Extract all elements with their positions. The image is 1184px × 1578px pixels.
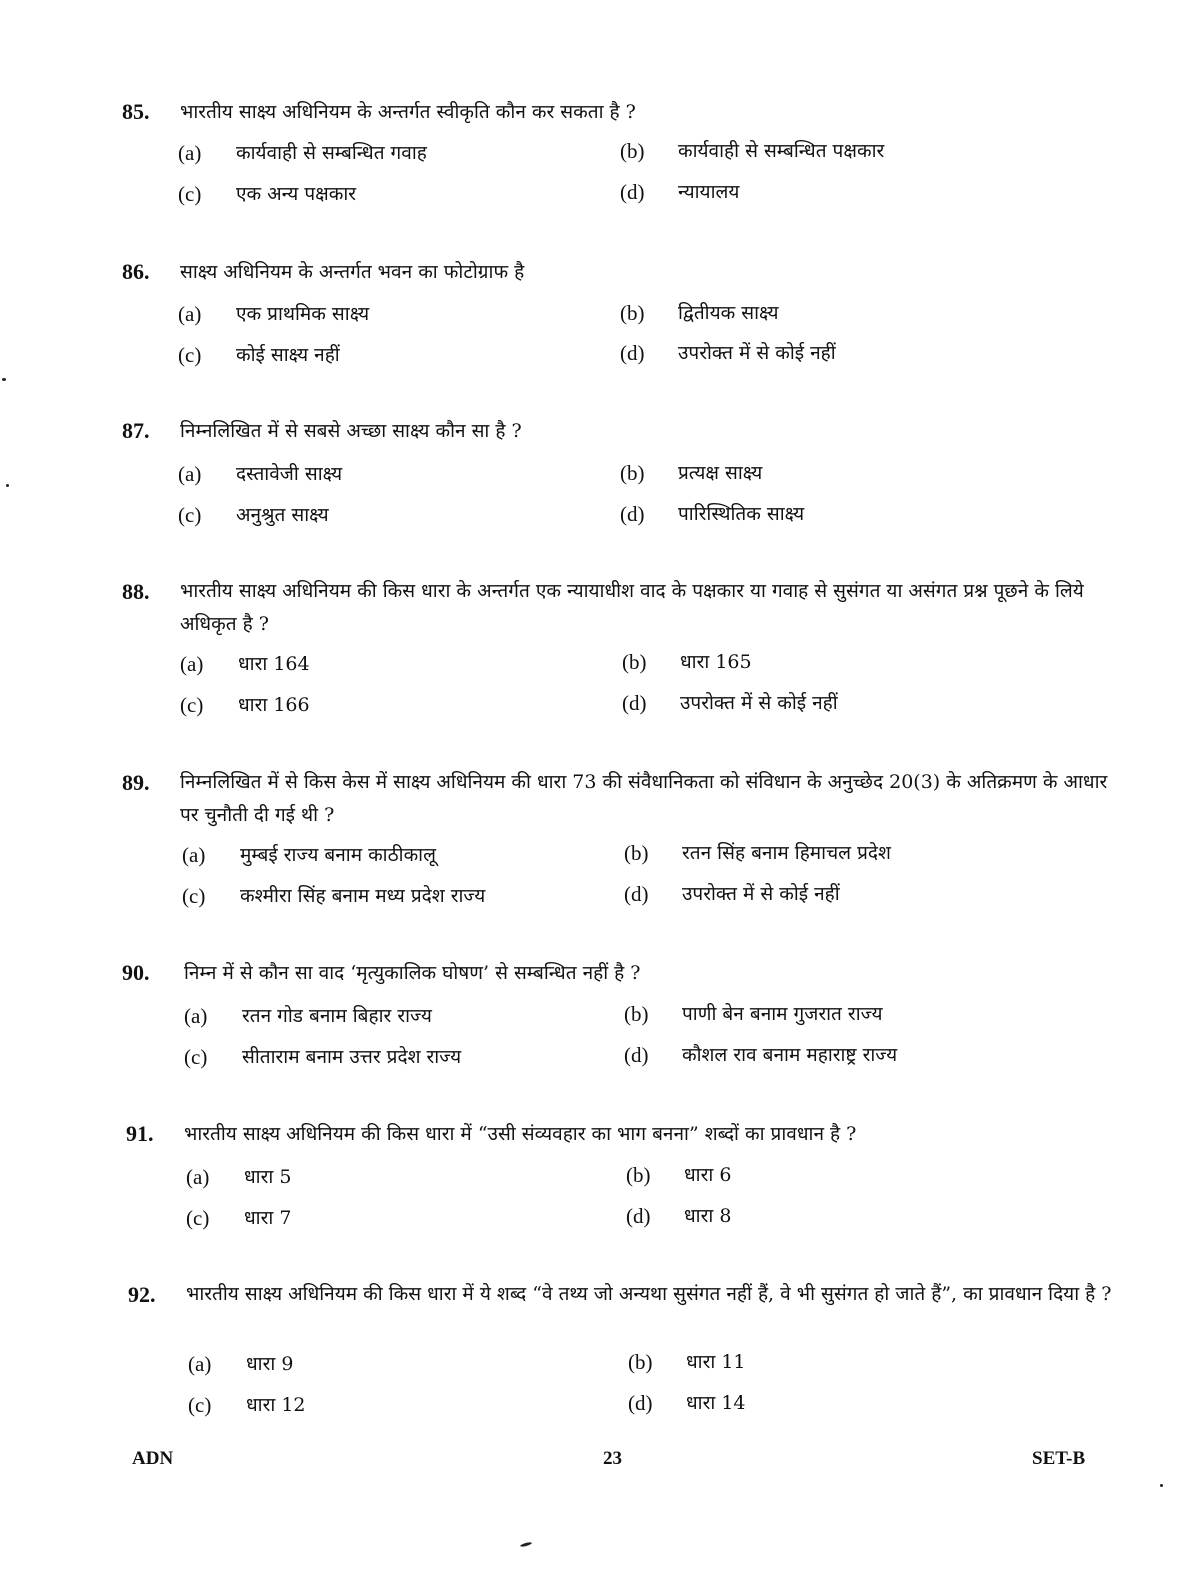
- option-text: उपरोक्त में से कोई नहीं: [682, 883, 840, 905]
- option-label: (c): [188, 1393, 212, 1417]
- question-92: [0, 1278, 1184, 1417]
- option-label: (a): [178, 302, 202, 326]
- question-number: 87.: [122, 418, 150, 443]
- option-label: (c): [178, 182, 202, 206]
- option-label: (b): [624, 841, 649, 865]
- option-text: प्रत्यक्ष साक्ष्य: [678, 462, 763, 484]
- option-label: (a): [184, 1004, 208, 1028]
- option-text: एक प्राथमिक साक्ष्य: [236, 303, 370, 325]
- option-label: (b): [626, 1163, 651, 1187]
- option-text: कौशल राव बनाम महाराष्ट्र राज्य: [682, 1044, 898, 1066]
- question-number: 89.: [122, 770, 150, 795]
- option-text: उपरोक्त में से कोई नहीं: [678, 342, 836, 364]
- option-label: (c): [178, 503, 202, 527]
- footer-code: ADN: [132, 1448, 174, 1469]
- option-text: सीताराम बनाम उत्तर प्रदेश राज्य: [242, 1046, 462, 1068]
- option-text: धारा 9: [246, 1353, 294, 1375]
- option-label: (a): [180, 652, 204, 676]
- option-text: उपरोक्त में से कोई नहीं: [680, 692, 838, 714]
- option-label: (d): [622, 691, 647, 715]
- option-text: कोई साक्ष्य नहीं: [236, 344, 340, 366]
- question-88: [0, 575, 1184, 717]
- question-90: [0, 957, 1184, 1069]
- option-text: धारा 164: [238, 653, 310, 675]
- option-label: (d): [624, 1043, 649, 1067]
- page-number: 23: [603, 1448, 622, 1469]
- scan-speck: [2, 378, 6, 381]
- option-text: धारा 165: [680, 651, 752, 673]
- option-text: अनुश्रुत साक्ष्य: [236, 504, 329, 526]
- question-87: [0, 415, 1184, 527]
- question-85: [0, 96, 1184, 206]
- option-label: (d): [628, 1391, 653, 1415]
- option-text: कार्यवाही से सम्बन्धित पक्षकार: [678, 140, 885, 162]
- option-text: धारा 11: [686, 1351, 746, 1373]
- question-86: [0, 256, 1184, 367]
- option-label: (c): [184, 1045, 208, 1069]
- option-text: धारा 166: [238, 694, 310, 716]
- option-label: (b): [620, 301, 645, 325]
- option-text: कश्मीरा सिंह बनाम मध्य प्रदेश राज्य: [240, 885, 486, 907]
- question-text: भारतीय साक्ष्य अधिनियम की किस धारा के अन्तर्गत एक न्यायाधीश वाद के पक्षकार या गवाह से सुसंगत या असंगत प्रश्न पूछने के लिये अधिकृत है ?: [180, 580, 1084, 635]
- option-text: एक अन्य पक्षकार: [236, 183, 357, 205]
- option-label: (d): [624, 882, 649, 906]
- option-label: (b): [628, 1350, 653, 1374]
- option-label: (a): [182, 843, 206, 867]
- option-text: रतन सिंह बनाम हिमाचल प्रदेश: [682, 842, 891, 864]
- option-label: (b): [624, 1002, 649, 1026]
- option-text: धारा 6: [684, 1164, 732, 1186]
- option-label: (a): [186, 1165, 210, 1189]
- option-text: धारा 7: [244, 1207, 292, 1229]
- option-text: दस्तावेजी साक्ष्य: [236, 463, 343, 485]
- option-text: पाणी बेन बनाम गुजरात राज्य: [682, 1003, 883, 1025]
- question-number: 86.: [122, 259, 150, 284]
- option-label: (c): [182, 884, 206, 908]
- question-text: भारतीय साक्ष्य अधिनियम की किस धारा में “उसी संव्यवहार का भाग बनना” शब्दों का प्रावधान है ?: [184, 1123, 857, 1145]
- option-label: (a): [178, 462, 202, 486]
- option-label: (d): [620, 341, 645, 365]
- option-label: (d): [620, 180, 645, 204]
- option-label: (b): [620, 139, 645, 163]
- option-label: (d): [626, 1204, 651, 1228]
- question-text: भारतीय साक्ष्य अधिनियम की किस धारा में ये शब्द “वे तथ्य जो अन्यथा सुसंगत नहीं हैं, वे भी सुसंगत हो जाते हैं”, का प्रावधान दिया है ?: [186, 1283, 1112, 1305]
- question-number: 92.: [128, 1282, 156, 1307]
- scan-speck: [1160, 1484, 1163, 1487]
- option-text: मुम्बई राज्य बनाम काठीकालू: [240, 844, 436, 866]
- option-text: धारा 14: [686, 1392, 746, 1414]
- question-number: 85.: [122, 99, 150, 124]
- question-text: भारतीय साक्ष्य अधिनियम के अन्तर्गत स्वीकृति कौन कर सकता है ?: [180, 101, 636, 123]
- scan-speck: [520, 1541, 532, 1547]
- option-label: (a): [188, 1352, 212, 1376]
- question-text: निम्नलिखित में से किस केस में साक्ष्य अधिनियम की धारा 73 की संवैधानिकता को संविधान के अनुच्छेद 20(3) के अतिक्रमण के आधार पर चुनौती दी गई थी ?: [180, 771, 1108, 826]
- option-text: रतन गोड बनाम बिहार राज्य: [242, 1005, 432, 1027]
- option-label: (c): [180, 693, 204, 717]
- question-text: निम्न में से कौन सा वाद ‘मृत्युकालिक घोषण’ से सम्बन्धित नहीं है ?: [184, 962, 641, 984]
- option-text: धारा 8: [684, 1205, 732, 1227]
- question-number: 90.: [122, 960, 150, 985]
- option-label: (b): [622, 650, 647, 674]
- option-label: (c): [178, 343, 202, 367]
- option-text: कार्यवाही से सम्बन्धित गवाह: [236, 142, 427, 164]
- option-text: पारिस्थितिक साक्ष्य: [678, 503, 805, 525]
- scan-speck: [6, 484, 9, 487]
- question-text: निम्नलिखित में से सबसे अच्छा साक्ष्य कौन सा है ?: [180, 420, 522, 442]
- option-text: न्यायालय: [678, 181, 740, 203]
- option-label: (a): [178, 141, 202, 165]
- option-text: धारा 12: [246, 1394, 306, 1416]
- question-number: 91.: [126, 1121, 154, 1146]
- option-label: (c): [186, 1206, 210, 1230]
- option-text: द्वितीयक साक्ष्य: [678, 302, 779, 324]
- option-label: (b): [620, 461, 645, 485]
- question-91: [0, 1118, 1184, 1230]
- question-number: 88.: [122, 579, 150, 604]
- question-text: साक्ष्य अधिनियम के अन्तर्गत भवन का फोटोग्राफ है: [180, 261, 525, 283]
- question-89: [0, 766, 1184, 908]
- footer-set: SET-B: [1032, 1448, 1086, 1469]
- option-text: धारा 5: [244, 1166, 292, 1188]
- option-label: (d): [620, 502, 645, 526]
